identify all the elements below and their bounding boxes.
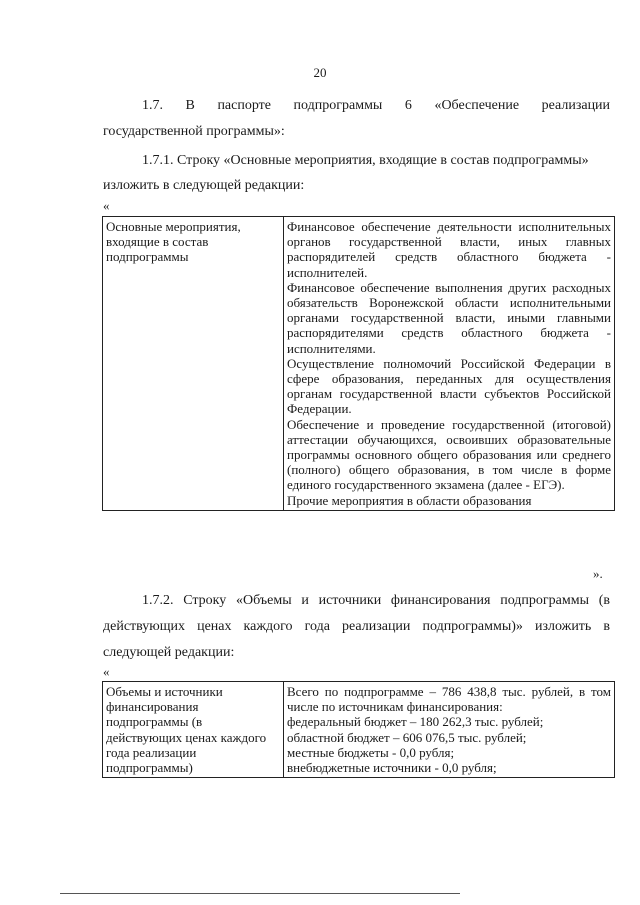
word: 6 <box>404 98 412 113</box>
item-1-7-1-line1: 1.7.1. Строку «Основные мероприятия, входящие в состав подпрограммы» <box>142 153 589 168</box>
financing-line: внебюджетные источники - 0,0 рубля; <box>287 760 497 776</box>
activity-item: Обеспечение и проведение государственной (итоговой) аттестации обучающихся, освоивших образовательные программы основного общего образования или среднего (полного) общего образования, в том числе в форме единого государственного экзамена (далее - ЕГЭ). <box>287 416 611 493</box>
item-1-7-1-line2: изложить в следующей редакции: <box>103 178 305 193</box>
financing-line: федеральный бюджет – 180 262,3 тыс. рублей; <box>287 714 544 730</box>
financing-line: Всего по подпрограмме – 786 438,8 тыс. рублей, в том числе по источникам финансирования: <box>287 684 611 715</box>
page-number: 20 <box>313 65 327 80</box>
quote-close-1: ». <box>593 566 603 581</box>
word: 1.7. <box>142 98 163 113</box>
financing-line: местные бюджеты - 0,0 рубля; <box>287 744 455 760</box>
word: В <box>185 98 195 113</box>
activity-item: Финансовое обеспечение деятельности исполнительных органов государственной власти, иных главных распорядителей средств областного бюджета - исполнителей. <box>287 219 611 280</box>
table2-label-cell: Объемы и источники финансирования подпрограммы (в действующих ценах каждого года реализации подпрограммы) <box>103 682 284 778</box>
table-main-activities <box>102 216 615 511</box>
table1-label-cell: Основные мероприятия, входящие в состав подпрограммы <box>103 217 284 511</box>
table1-content-cell <box>284 217 615 511</box>
table2-content-cell <box>284 682 615 778</box>
activity-item: Прочие мероприятия в области образования <box>287 492 532 508</box>
activity-item: Осуществление полномочий Российской Федерации в сфере образования, переданных для осуществления органам государственной власти субъектов Российской Федерации. <box>287 355 611 417</box>
activity-item: Финансовое обеспечение выполнения других расходных обязательств Воронежской области исполнительными органами государственной власти, иными главными распорядителями средств областного бюджета - исполнителями. <box>287 279 611 356</box>
financing-line: областной бюджет – 606 076,5 тыс. рублей; <box>287 729 527 745</box>
word: «Обеспечение <box>434 98 520 113</box>
item-1-7-2-line2: действующих ценах каждого года реализации подпрограммы)» изложить в <box>103 619 610 634</box>
quote-open-1: « <box>103 198 110 213</box>
bottom-rule <box>60 893 460 894</box>
item-1-7-line2: государственной программы»: <box>103 124 285 139</box>
quote-open-2: « <box>103 664 110 679</box>
table-financing <box>102 681 615 778</box>
item-1-7-2-line1: 1.7.2. Строку «Объемы и источники финансирования подпрограммы (в <box>142 593 610 608</box>
table-row <box>103 682 615 778</box>
item-1-7-2-line3: следующей редакции: <box>103 645 235 660</box>
word: подпрограммы <box>293 98 383 113</box>
table-row <box>103 217 615 511</box>
word: паспорте <box>217 98 271 113</box>
word: реализации <box>541 98 611 113</box>
item-1-7-line1 <box>142 94 610 117</box>
